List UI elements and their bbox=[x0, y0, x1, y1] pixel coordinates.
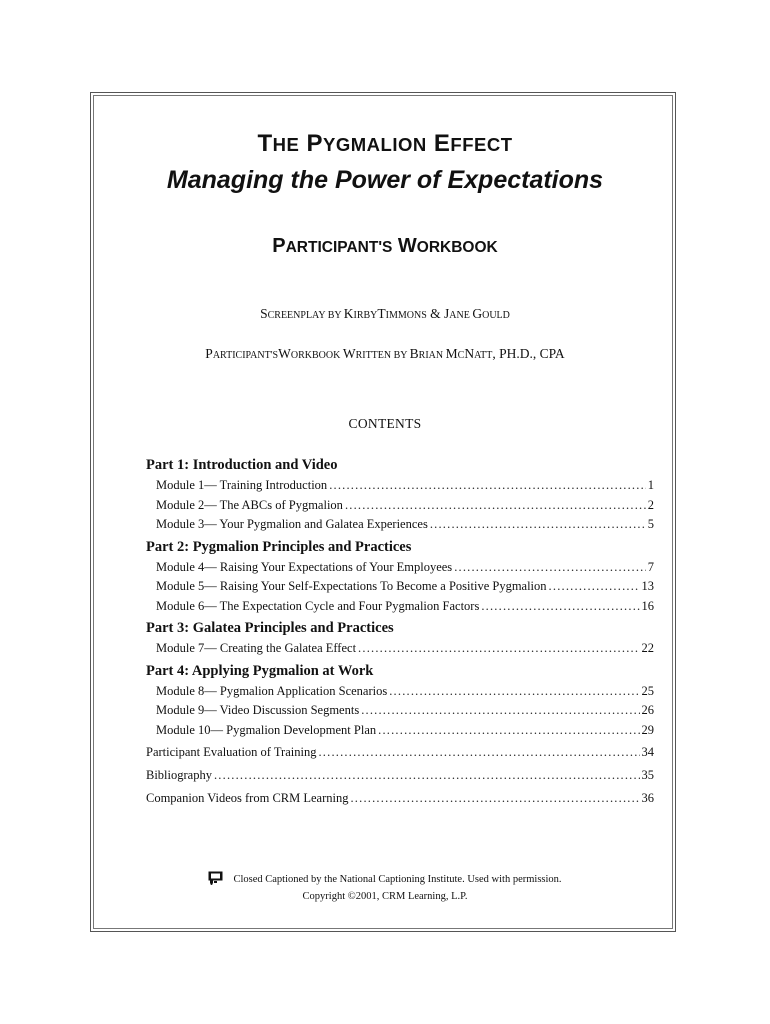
document-title: THE PYGMALION EFFECT bbox=[257, 130, 513, 157]
toc-entry-label: Module 2— The ABCs of Pygmalion bbox=[156, 497, 343, 512]
toc-page-number: 13 bbox=[641, 579, 654, 593]
toc-entry-label: Companion Videos from CRM Learning bbox=[146, 791, 349, 805]
toc-page-number: 29 bbox=[641, 722, 654, 737]
closed-caption-icon bbox=[208, 871, 225, 885]
toc-section-entry bbox=[146, 788, 654, 809]
toc-part-heading: Part 1: Introduction and Video bbox=[146, 457, 338, 473]
toc-module-entry bbox=[146, 577, 654, 597]
toc-page-number: 5 bbox=[647, 517, 654, 531]
toc-entry-label: Module 10— Pygmalion Development Plan bbox=[156, 722, 377, 737]
toc-page-number: 16 bbox=[641, 598, 654, 613]
toc-module-entry bbox=[146, 597, 654, 617]
table-of-contents bbox=[146, 455, 654, 809]
dot-leader bbox=[214, 765, 640, 786]
dot-leader bbox=[361, 701, 639, 721]
document-subtitle: Managing the Power of Expectations bbox=[166, 166, 604, 194]
toc-entry-label: Module 6— The Expectation Cycle and Four Pygmalion Factors bbox=[156, 598, 480, 613]
dot-leader bbox=[430, 515, 646, 535]
workbook-heading: PARTICIPANT'S WORKBOOK bbox=[272, 235, 498, 257]
screenplay-credit: SCREENPLAY BY KIRBYTIMMONS & JANE GOULD bbox=[260, 306, 510, 321]
toc-entry-label: Module 7— Creating the Galatea Effect bbox=[156, 641, 357, 655]
toc-entry-label: Module 9— Video Discussion Segments bbox=[156, 703, 360, 717]
toc-page-number: 34 bbox=[641, 745, 654, 759]
toc-module-entry bbox=[146, 515, 654, 535]
toc-page-number: 26 bbox=[641, 703, 654, 717]
dot-leader bbox=[389, 682, 639, 702]
copyright-notice: Copyright ©2001, CRM Learning, L.P. bbox=[302, 891, 468, 902]
toc-page-number: 35 bbox=[641, 768, 654, 782]
dot-leader bbox=[481, 597, 639, 617]
contents-heading: CONTENTS bbox=[348, 416, 422, 431]
toc-page-number: 1 bbox=[647, 478, 654, 492]
toc-module-entry bbox=[146, 496, 654, 516]
toc-entry-label: Bibliography bbox=[146, 768, 212, 782]
toc-page-number: 36 bbox=[641, 791, 654, 805]
dot-leader bbox=[318, 742, 639, 763]
toc-part-heading: Part 4: Applying Pygmalion at Work bbox=[146, 662, 374, 679]
toc-page-number: 22 bbox=[641, 641, 654, 655]
toc-module-entry bbox=[146, 682, 654, 702]
toc-page-number: 2 bbox=[647, 497, 654, 512]
toc-entry-label: Module 5— Raising Your Self-Expectations To Become a Positive Pygmalion bbox=[156, 579, 547, 593]
toc-section-entry bbox=[146, 765, 654, 786]
dot-leader bbox=[378, 721, 639, 741]
caption-notice: Closed Captioned by the National Captioning Institute. Used with permission. bbox=[0, 871, 770, 885]
dot-leader bbox=[549, 577, 640, 597]
toc-section-entry bbox=[146, 742, 654, 763]
toc-page-number: 7 bbox=[647, 559, 654, 574]
toc-module-entry bbox=[146, 639, 654, 659]
toc-page-number: 25 bbox=[641, 683, 654, 698]
toc-entry-label: Module 1— Training Introduction bbox=[156, 478, 328, 492]
toc-part-heading: Part 3: Galatea Principles and Practices bbox=[146, 620, 394, 636]
toc-entry-label: Participant Evaluation of Training bbox=[146, 745, 317, 759]
dot-leader bbox=[345, 496, 646, 516]
dot-leader bbox=[358, 639, 639, 659]
dot-leader bbox=[454, 558, 646, 578]
toc-module-entry bbox=[146, 558, 654, 578]
toc-module-entry bbox=[146, 721, 654, 741]
dot-leader bbox=[329, 476, 646, 496]
toc-module-entry bbox=[146, 701, 654, 721]
author-credit: PARTICIPANT'SWORKBOOK WRITTEN BY BRIAN MCNATT, PH.D., CPA bbox=[205, 346, 565, 361]
toc-part-heading: Part 2: Pygmalion Principles and Practices bbox=[146, 538, 412, 555]
toc-entry-label: Module 4— Raising Your Expectations of Your Employees bbox=[156, 559, 453, 574]
toc-module-entry bbox=[146, 476, 654, 496]
toc-entry-label: Module 8— Pygmalion Application Scenarios bbox=[156, 683, 388, 698]
dot-leader bbox=[350, 788, 639, 809]
toc-entry-label: Module 3— Your Pygmalion and Galatea Experiences bbox=[156, 517, 428, 531]
